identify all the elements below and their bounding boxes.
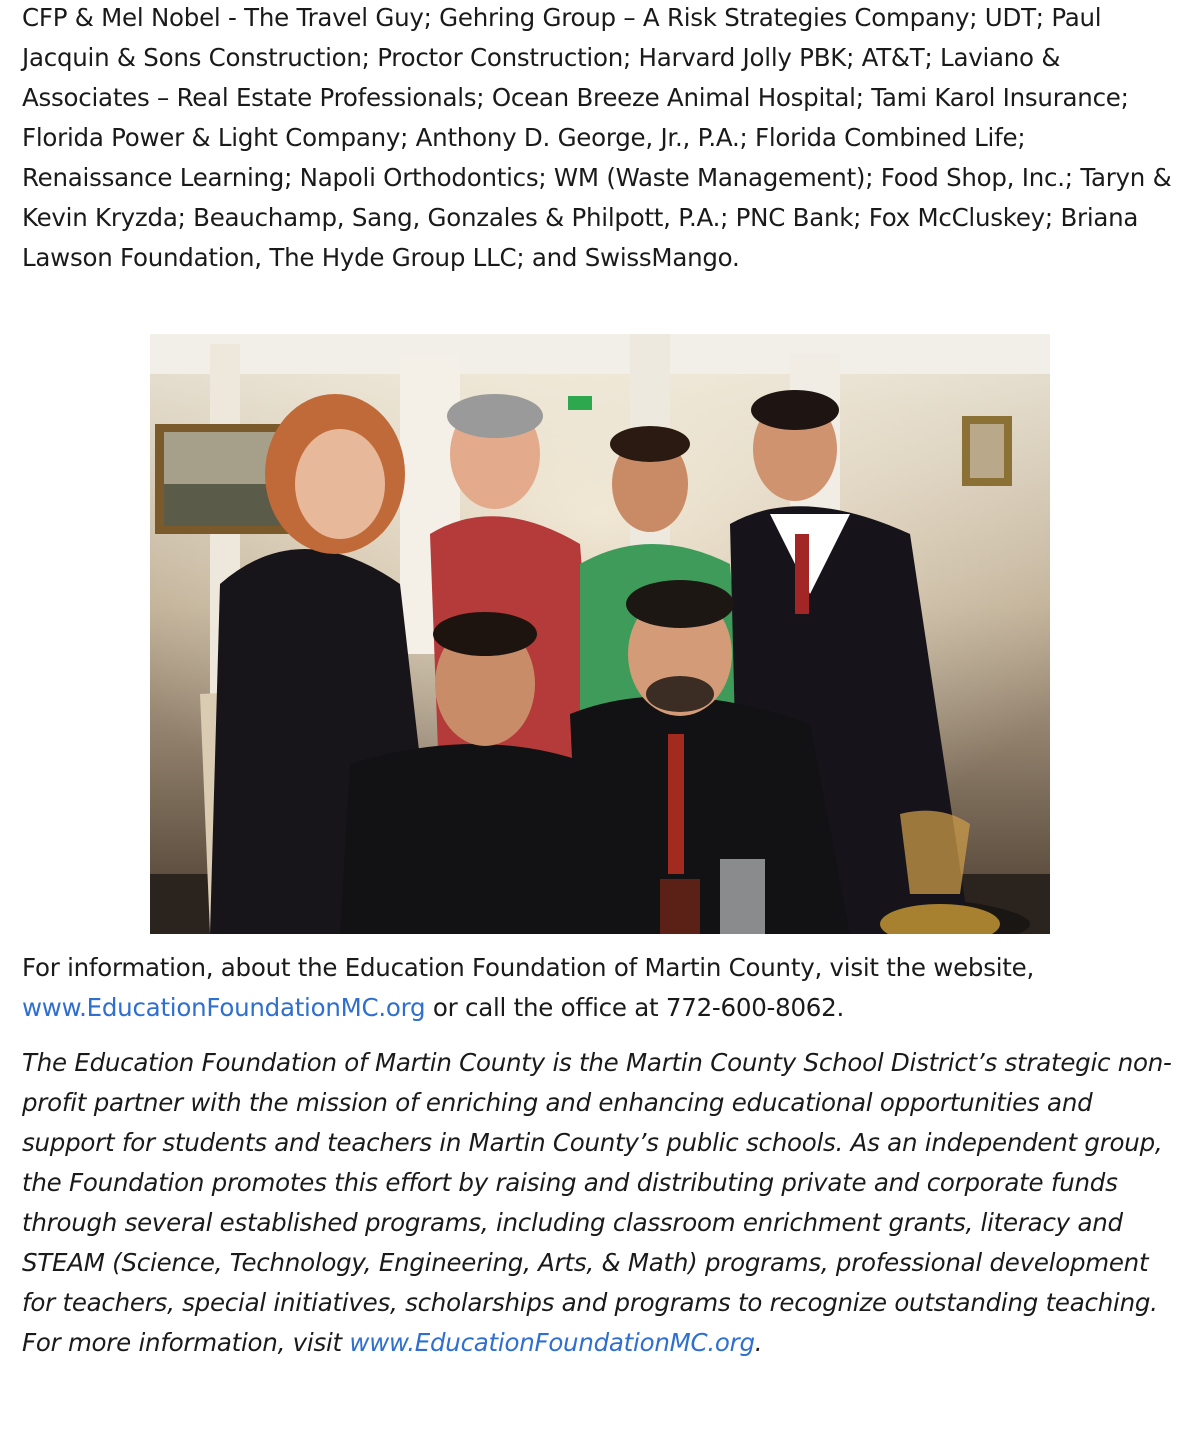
contact-info-paragraph — [22, 948, 1182, 1028]
about-website-link[interactable]: www.EducationFoundationMC.org — [349, 1328, 755, 1357]
about-end: . — [754, 1328, 763, 1357]
website-link[interactable]: www.EducationFoundationMC.org — [22, 993, 426, 1022]
contact-info-lead: For information, about the Education Foundation of Martin County, visit the website, — [22, 953, 1034, 982]
event-group-photo — [150, 334, 1050, 934]
about-paragraph — [22, 1043, 1182, 1363]
contact-info-tail: or call the office at 772-600-8062. — [425, 993, 845, 1022]
article-body — [22, 0, 1182, 278]
photo-illustration — [150, 334, 1050, 934]
about-body: The Education Foundation of Martin County is the Martin County School District’s strategic non-profit partner with the mission of enriching and enhancing educational opportunities and support for students and teachers in Martin County’s public schools. As an independent group, the Foundation promotes this effort by raising and distributing private and corporate funds through several established programs, including classroom enrichment grants, literacy and STEAM (Science, Technology, Engineering, Arts, & Math) programs, professional development for teachers, special initiatives, scholarships and programs to recognize outstanding teaching. For more information, visit — [22, 1048, 1172, 1357]
sponsors-paragraph: CFP & Mel Nobel - The Travel Guy; Gehring Group – A Risk Strategies Company; UDT; Paul Jacquin & Sons Construction; Proctor Construction; Harvard Jolly PBK; AT&T; Laviano & Associates – Real Estate Professionals; Ocean Breeze Animal Hospital; Tami Karol Insurance; Florida Power & Light Company; Anthony D. George, Jr., P.A.; Florida Combined Life; Renaissance Learning; Napoli Orthodontics; WM (Waste Management); Food Shop, Inc.; Taryn & Kevin Kryzda; Beauchamp, Sang, Gonzales & Philpott, P.A.; PNC Bank; Fox McCluskey; Briana Lawson Foundation, The Hyde Group LLC; and SwissMango. — [22, 3, 1172, 272]
